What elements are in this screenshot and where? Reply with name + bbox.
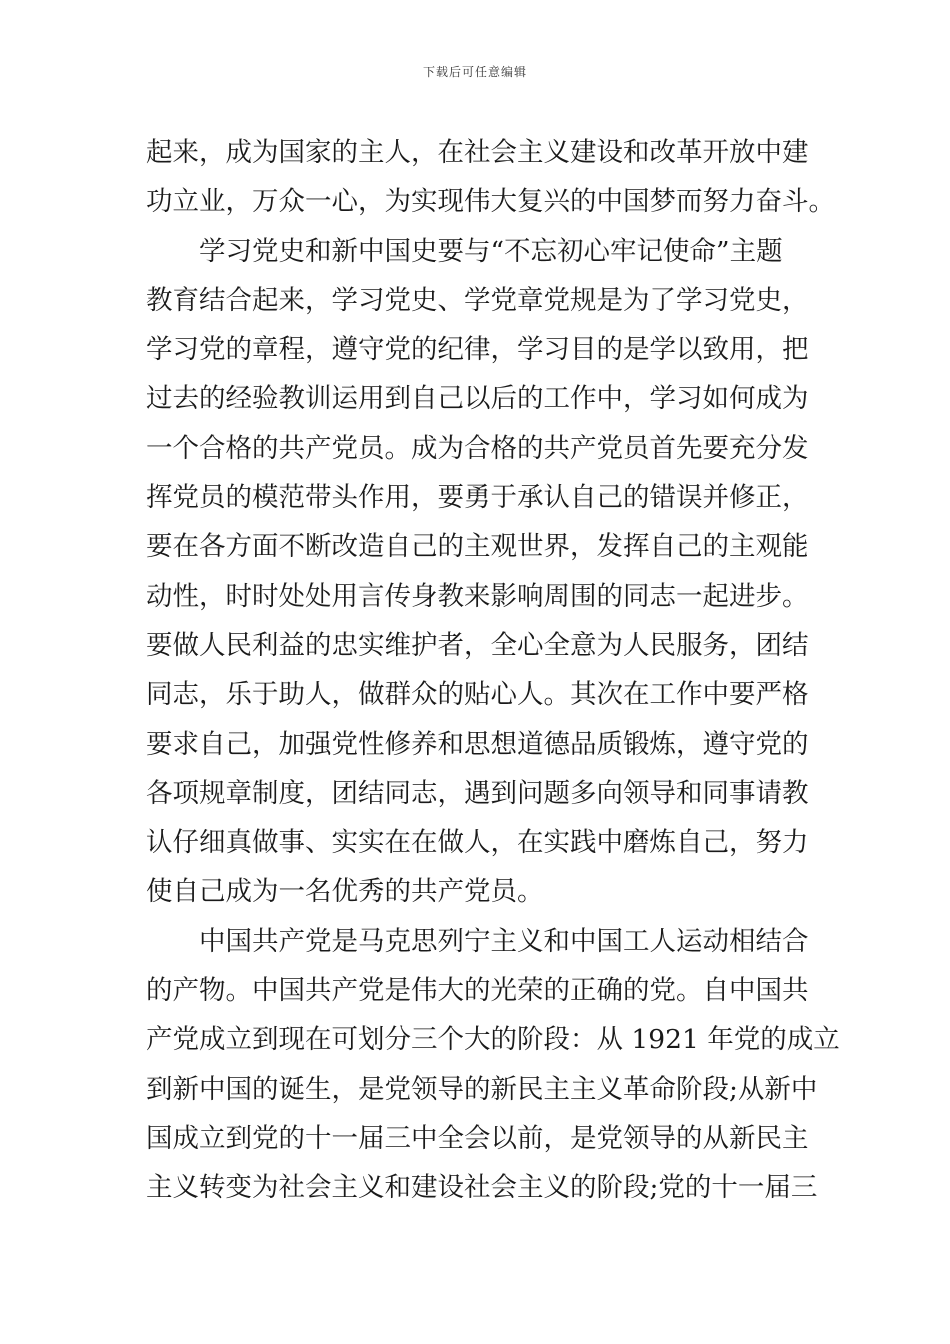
text-line: 产党成立到现在可划分三个大的阶段：从 1921 年党的成立: [146, 1024, 840, 1056]
text-line: 国成立到党的十一届三中全会以前，是党领导的从新民主: [146, 1122, 809, 1154]
text-line: 动性，时时处处用言传身教来影响周围的同志一起进步。: [146, 580, 809, 612]
text-line: 要在各方面不断改造自己的主观世界，发挥自己的主观能: [146, 531, 809, 563]
text-line: 要做人民利益的忠实维护者，全心全意为人民服务，团结: [146, 629, 809, 661]
text-line: 同志，乐于助人，做群众的贴心人。其次在工作中要严格: [146, 679, 809, 711]
text-line: 各项规章制度，团结同志，遇到问题多向领导和同事请教: [146, 777, 809, 809]
paragraph-start-line: 学习党史和新中国史要与“不忘初心牢记使命”主题: [199, 235, 783, 267]
text-line: 过去的经验教训运用到自己以后的工作中，学习如何成为: [146, 383, 809, 415]
text-line: 教育结合起来，学习党史、学党章党规是为了学习党史，: [146, 284, 809, 316]
paragraph-start-line: 中国共产党是马克思列宁主义和中国工人运动相结合: [199, 925, 809, 957]
text-line: 主义转变为社会主义和建设社会主义的阶段;党的十一届三: [146, 1172, 818, 1204]
text-line: 认仔细真做事、实实在在做人，在实践中磨炼自己，努力: [146, 827, 809, 859]
text-line: 学习党的章程，遵守党的纪律，学习目的是学以致用，把: [146, 334, 809, 366]
text-line: 起来，成为国家的主人，在社会主义建设和改革开放中建: [146, 137, 809, 168]
document-body: [146, 128, 840, 1213]
page-header: 下载后可任意编辑: [422, 65, 527, 79]
text-line: 的产物。中国共产党是伟大的光荣的正确的党。自中国共: [146, 975, 809, 1007]
text-line: 要求自己，加强党性修养和思想道德品质锻炼，遵守党的: [146, 728, 809, 760]
text-line: 到新中国的诞生，是党领导的新民主主义革命阶段;从新中: [146, 1073, 818, 1105]
text-line: 功立业，万众一心，为实现伟大复兴的中国梦而努力奋斗。: [146, 186, 835, 218]
text-line: 一个合格的共产党员。成为合格的共产党员首先要充分发: [146, 432, 809, 464]
text-line: 使自己成为一名优秀的共产党员。: [146, 876, 544, 908]
text-line: 挥党员的模范带头作用，要勇于承认自己的错误并修正，: [146, 482, 809, 514]
